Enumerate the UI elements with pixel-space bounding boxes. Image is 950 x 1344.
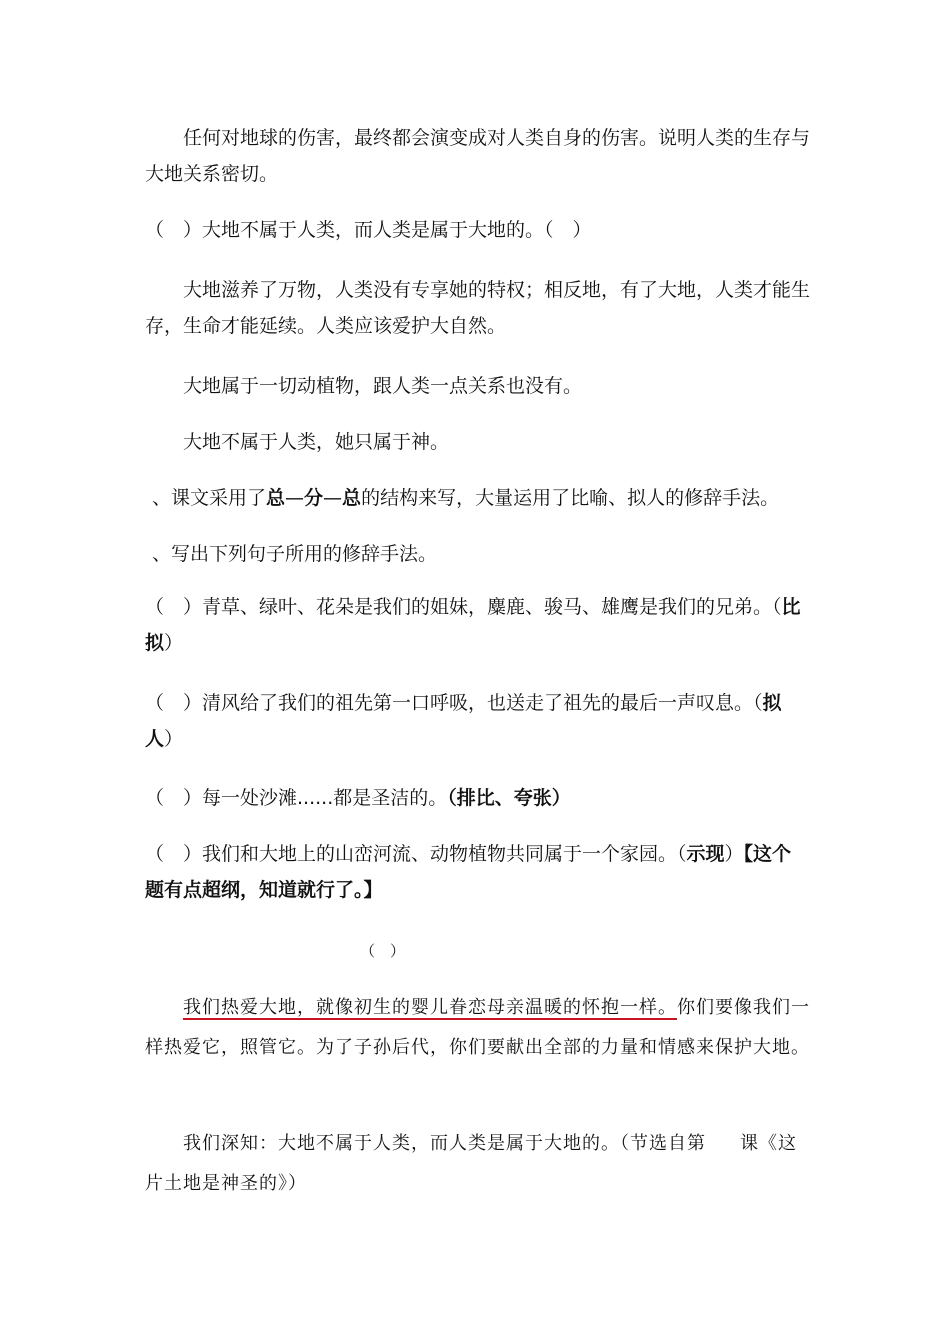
paragraph-6 <box>152 480 817 516</box>
question-4-text: （ ）我们和大地上的山峦河流、动物植物共同属于一个家园。（ <box>145 843 687 865</box>
paragraph-4: 大地属于一切动植物，跟人类一点关系也没有。 <box>183 375 583 397</box>
passage-last-a: 我们深知：大地不属于人类，而人类是属于大地的。（节选自第 <box>183 1133 706 1154</box>
question-1-text: （ ）青草、绿叶、花朵是我们的姐妹，麋鹿、骏马、雄鹰是我们的兄弟。（ <box>145 596 782 618</box>
structure-word-3: 总 <box>342 487 362 509</box>
question-3-answer: （排比、夸张） <box>447 787 571 809</box>
question-1-answer: 比拟 <box>145 596 801 654</box>
structure-text-suffix: 的结构来写，大量运用了比喻、拟人的修辞手法。 <box>361 487 780 509</box>
paragraph-5: 大地不属于人类，她只属于神。 <box>183 431 450 453</box>
passage-last-b: 课《这片土地是神圣的》） <box>145 1133 797 1194</box>
paragraph-7: 、写出下列句子所用的修辞手法。 <box>152 543 438 565</box>
question-3-text: （ ）每一处沙滩......都是圣洁的。 <box>145 787 448 809</box>
question-4-close: ） <box>724 843 744 865</box>
question-4-note: 【这个题有点超纲，知道就行了。】 <box>145 843 792 901</box>
question-3 <box>145 780 810 816</box>
question-2-answer: 拟人 <box>145 692 782 750</box>
passage-paragraph-1 <box>145 988 810 1068</box>
passage-rest: 你们要像我们一样热爱它，照管它。为了子孙后代，你们要献出全部的力量和情感来保护大地。 <box>145 997 810 1058</box>
structure-dash-1: — <box>285 487 305 509</box>
paragraph-2: （ ）大地不属于人类，而人类是属于大地的。（ ） <box>145 219 592 241</box>
underlined-sentence: 我们热爱大地，就像初生的婴儿眷恋母亲温暖的怀抱一样。 <box>183 997 677 1018</box>
passage-paragraph-2 <box>145 1124 810 1204</box>
question-2 <box>145 685 810 757</box>
question-2-close: ） <box>164 728 184 750</box>
structure-word-2: 分 <box>304 487 324 509</box>
question-4-answer: 示现 <box>686 843 725 865</box>
structure-word-1: 总 <box>266 487 286 509</box>
paragraph-1: 任何对地球的伤害，最终都会演变成对人类自身的伤害。说明人类的生存与大地关系密切。 <box>145 127 811 185</box>
question-1-close: ） <box>164 632 184 654</box>
question-2-text: （ ）清风给了我们的祖先第一口呼吸，也送走了祖先的最后一声叹息。（ <box>145 692 763 714</box>
paragraph-3: 大地滋养了万物，人类没有专享她的特权；相反地，有了大地，人类才能生存，生命才能延续。人类应该爱护大自然。 <box>145 279 811 337</box>
structure-text-prefix: 、课文采用了 <box>152 487 267 509</box>
question-1 <box>145 589 810 661</box>
question-4 <box>145 836 810 908</box>
blank-parenthesis: （ ） <box>360 942 406 960</box>
structure-dash-2: — <box>323 487 343 509</box>
